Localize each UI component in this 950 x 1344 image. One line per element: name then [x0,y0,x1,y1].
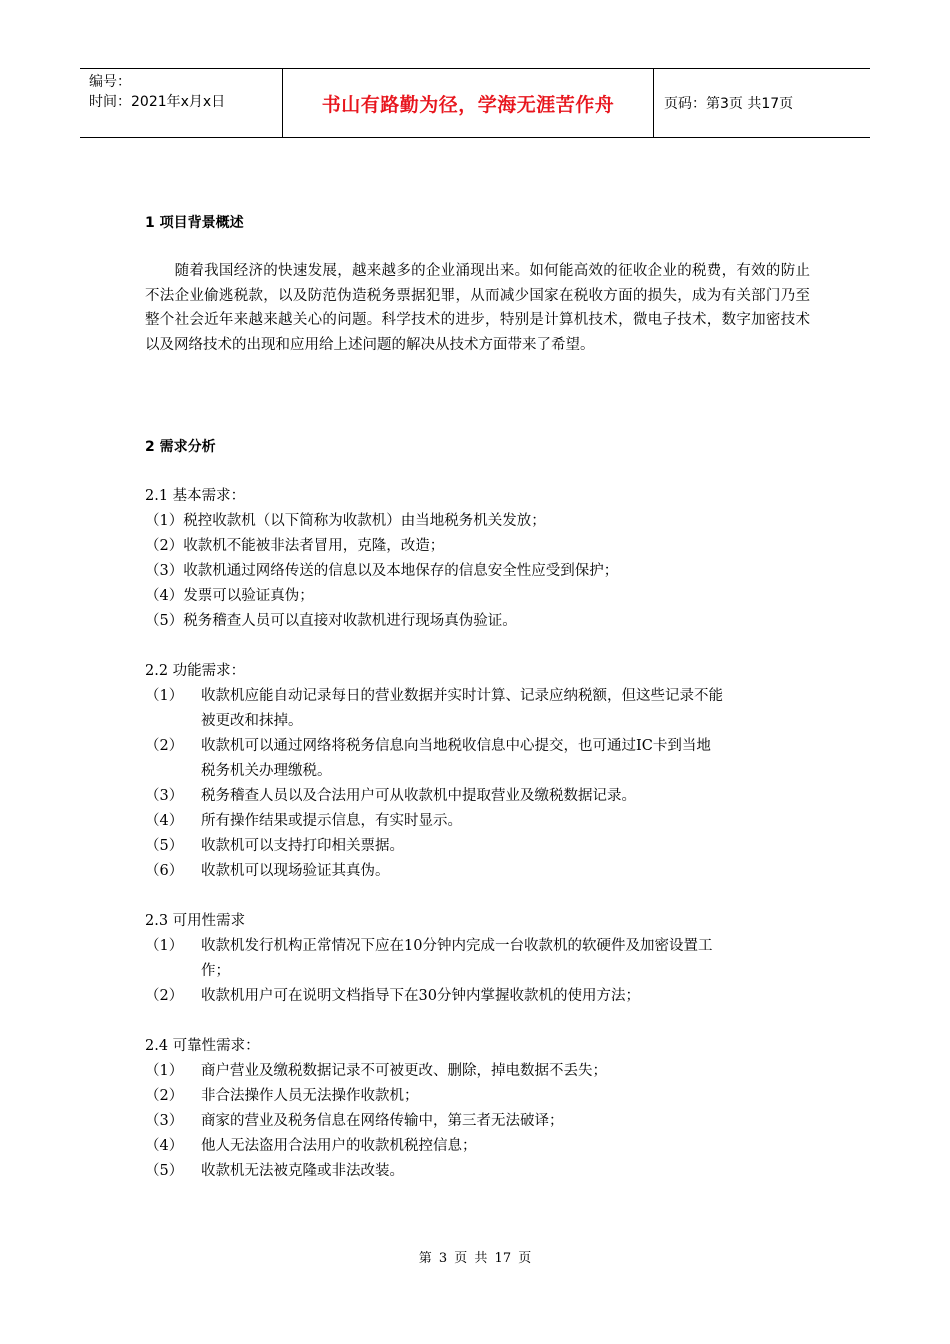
list-number: （2） [145,988,184,1004]
section1-title: 1 项目背景概述 [145,215,244,231]
subsection-2-4-title: 2.4 可靠性需求： [145,1038,260,1054]
list-item-text: 收款机可以通过网络将税务信息向当地税收信息中心提交，也可通过IC卡到当地 [201,738,711,754]
section1-paragraph: 随着我国经济的快速发展，越来越多的企业涌现出来。如何能高效的征收企业的税费，有效的防止不法企业偷逃税款，以及防范伪造税务票据犯罪，从而减少国家在税收方面的损失，成为有关部门乃至整个社会近年来越来越关心的问题。科学技术的进步，特别是计算机技术，微电子技术，数字加密技术以及网络技术的出现和应用给上述问题的解决从技术方面带来了希望。 [145,263,810,353]
list-item-text: 他人无法盗用合法用户的收款机税控信息； [201,1138,477,1154]
list-item-text: 商家的营业及税务信息在网络传输中，第三者无法破译； [201,1113,564,1129]
page-footer: 第 3 页 共 17 页 [418,1251,532,1266]
list-item-text: 非合法操作人员无法操作收款机； [201,1088,419,1104]
list-item-text: 收款机应能自动记录每日的营业数据并实时计算、记录应纳税额，但这些记录不能 [201,688,723,704]
header-page-info: 页码：第3页 共17页 [664,96,794,112]
list-item-text: 税务稽查人员以及合法用户可从收款机中提取营业及缴税数据记录。 [201,788,636,804]
page-header [80,68,870,138]
list-item-text: 商户营业及缴税数据记录不可被更改、删除，掉电数据不丢失； [201,1063,607,1079]
list-number: （1） [145,688,184,704]
list-number: （3） [145,1113,184,1129]
section2-title: 2 需求分析 [145,439,216,455]
header-meta-cell [80,69,283,137]
list-item: （3）收款机通过网络传送的信息以及本地保存的信息安全性应受到保护； [145,563,619,579]
header-time-label: 时间：2021年x月x日 [89,94,226,110]
list-number: （1） [145,1063,184,1079]
list-number: （5） [145,1163,184,1179]
list-item: （2）收款机不能被非法者冒用，克隆，改造； [145,538,445,554]
subsection-2-1-title: 2.1 基本需求： [145,488,246,504]
list-number: （2） [145,738,184,754]
list-item-text: 收款机可以现场验证其真伪。 [201,863,390,879]
header-motto: 书山有路勤为径，学海无涯苦作舟 [283,69,654,137]
list-item: （5）税务稽查人员可以直接对收款机进行现场真伪验证。 [145,613,517,629]
list-item-text: 作； [201,963,230,979]
list-item-text: 被更改和抹掉。 [201,713,303,729]
subsection-2-2-title: 2.2 功能需求： [145,663,246,679]
list-number: （5） [145,838,184,854]
list-number: （3） [145,788,184,804]
list-item-text: 所有操作结果或提示信息，有实时显示。 [201,813,462,829]
list-item-text: 税务机关办理缴税。 [201,763,332,779]
subsection-2-3-title: 2.3 可用性需求 [145,913,246,929]
list-number: （4） [145,1138,184,1154]
list-item-text: 收款机发行机构正常情况下应在10分钟内完成一台收款机的软硬件及加密设置工 [201,938,713,954]
list-item-text: 收款机用户可在说明文档指导下在30分钟内掌握收款机的使用方法； [201,988,640,1004]
header-code-label: 编号： [89,74,131,90]
list-item-text: 收款机可以支持打印相关票据。 [201,838,404,854]
list-item: （1）税控收款机（以下简称为收款机）由当地税务机关发放； [145,513,546,529]
list-item: （4）发票可以验证真伪； [145,588,314,604]
list-number: （6） [145,863,184,879]
list-item-text: 收款机无法被克隆或非法改装。 [201,1163,404,1179]
list-number: （4） [145,813,184,829]
list-number: （2） [145,1088,184,1104]
list-number: （1） [145,938,184,954]
